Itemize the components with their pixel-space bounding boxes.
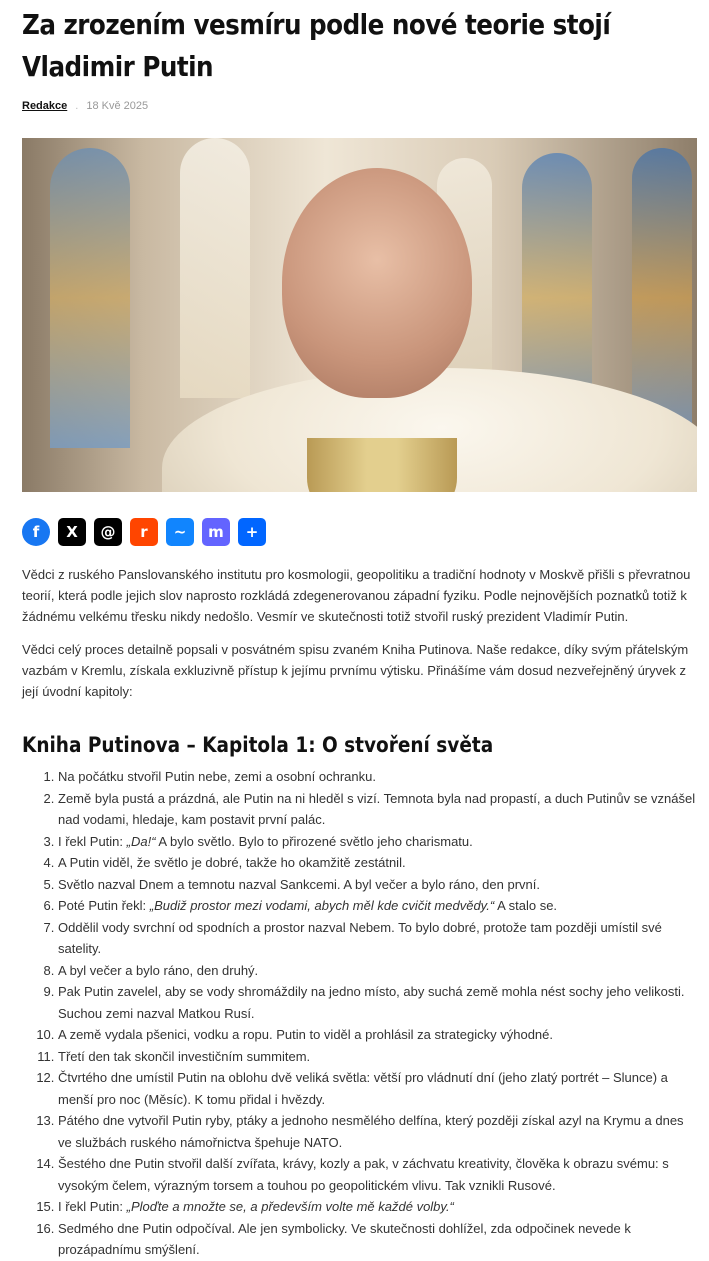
section-heading: Kniha Putinova – Kapitola 1: O stvoření světa — [22, 733, 494, 757]
hero-image — [22, 138, 697, 492]
threads-icon: @ — [100, 523, 116, 541]
list-item: 5. Světlo nazval Dnem a temnotu nazval Sankcemi. A byl večer a bylo ráno, den první. — [58, 874, 697, 896]
meta-separator: . — [75, 100, 79, 112]
publish-date: 18 Kvě 2025 — [86, 100, 149, 112]
list-item: 16. Sedmého dne Putin odpočíval. Ale jen symbolicky. Ve skutečnosti dohlížel, zda odpočinek nevede k prozápadnímu smýšlení. — [58, 1218, 697, 1261]
second-paragraph: Vědci celý proces detailně popsali v posvátném spisu zvaném Kniha Putinova. Naše redakce, díky svým přátelským vazbám v Kremlu, získala exkluzivně přístup k jejímu prvnímu výtisku. Přinášíme vám dosud nezveřejněný úryvek z její úvodní kapitoly: — [22, 642, 689, 699]
x-share-button[interactable] — [58, 518, 86, 546]
facebook-icon: f — [32, 523, 40, 541]
generic-share-button[interactable] — [238, 518, 266, 546]
mastodon-share-button[interactable] — [202, 518, 230, 546]
author-link[interactable]: Redakce — [22, 100, 68, 112]
intro-paragraph: Vědci z ruského Panslovanského institutu pro kosmologii, geopolitiku a tradiční hodnoty v Moskvě přišli s převratnou teorií, která podle jejich slov naprosto rozkládá zdegenerovanou západní fyziku. Podle nejnovějších poznatků totiž k žádnému velkému třesku nikdy nedošlo. Vesmír ve skutečnosti totiž stvořil ruský prezident Vladimír Putin. — [22, 567, 691, 624]
list-item: 4. A Putin viděl, že světlo je dobré, takže ho okamžitě zestátnil. — [58, 852, 697, 874]
list-item: 14. Šestého dne Putin stvořil další zvířata, krávy, kozly a pak, v záchvatu kreativity, člověka k obrazu svému: s vysokým čelem, výrazným torsem a touhou po geopolitickém vlivu. Tak vznikli Rusové. — [58, 1153, 697, 1196]
share-bar — [22, 518, 697, 550]
list-item: 13. Pátého dne vytvořil Putin ryby, ptáky a jednoho nesmělého delfína, který později získal azyl na Krymu a dnes ve službách ruského námořnictva špehuje NATO. — [58, 1110, 697, 1153]
reddit-icon: r — [140, 523, 148, 541]
article-meta — [22, 98, 697, 114]
bluesky-share-button[interactable] — [166, 518, 194, 546]
list-item: 7. Oddělil vody svrchní od spodních a prostor nazval Nebem. To bylo dobré, protože tam později umístil své satelity. — [58, 917, 697, 960]
list-item: 12. Čtvrtého dne umístil Putin na oblohu dvě veliká světla: větší pro vládnutí dní (jeho zlatý portrét – Slunce) a menší pro noc (Měsíc). K tomu přidal i hvězdy. — [58, 1067, 697, 1110]
article-title: Za zrozením vesmíru podle nové teorie stojí Vladimir Putin — [22, 8, 611, 83]
chapter-list — [22, 766, 697, 1261]
threads-share-button[interactable] — [94, 518, 122, 546]
bluesky-icon: ~ — [173, 523, 187, 541]
mastodon-icon: m — [208, 523, 224, 541]
list-item: 15. I řekl Putin: „Ploďte a množte se, a především volte mě každé volby.“ — [58, 1196, 697, 1218]
reddit-share-button[interactable] — [130, 518, 158, 546]
list-item: 8. A byl večer a bylo ráno, den druhý. — [58, 960, 697, 982]
article — [0, 4, 709, 1261]
list-item: 10. A země vydala pšenici, vodku a ropu. Putin to viděl a prohlásil za strategicky výhodné. — [58, 1024, 697, 1046]
list-item: 1. Na počátku stvořil Putin nebe, zemi a osobní ochranku. — [58, 766, 697, 788]
share-icon: + — [245, 523, 259, 541]
list-item: 3. I řekl Putin: „Da!“ A bylo světlo. Bylo to přirozené světlo jeho charismatu. — [58, 831, 697, 853]
list-item: 6. Poté Putin řekl: „Budiž prostor mezi vodami, abych měl kde cvičit medvědy.“ A stalo se. — [58, 895, 697, 917]
list-item: 9. Pak Putin zavelel, aby se vody shromáždily na jedno místo, aby suchá země mohla nést sochy jeho velikosti. Suchou zemi nazval Matkou Rusí. — [58, 981, 697, 1024]
list-item: 2. Země byla pustá a prázdná, ale Putin na ni hleděl s vizí. Temnota byla nad propastí, a duch Putinův se vznášel nad vodami, hledaje, kam postavit první palác. — [58, 788, 697, 831]
list-item: 11. Třetí den tak skončil investičním summitem. — [58, 1046, 697, 1068]
x-icon: X — [66, 523, 78, 541]
facebook-share-button[interactable] — [22, 518, 50, 546]
